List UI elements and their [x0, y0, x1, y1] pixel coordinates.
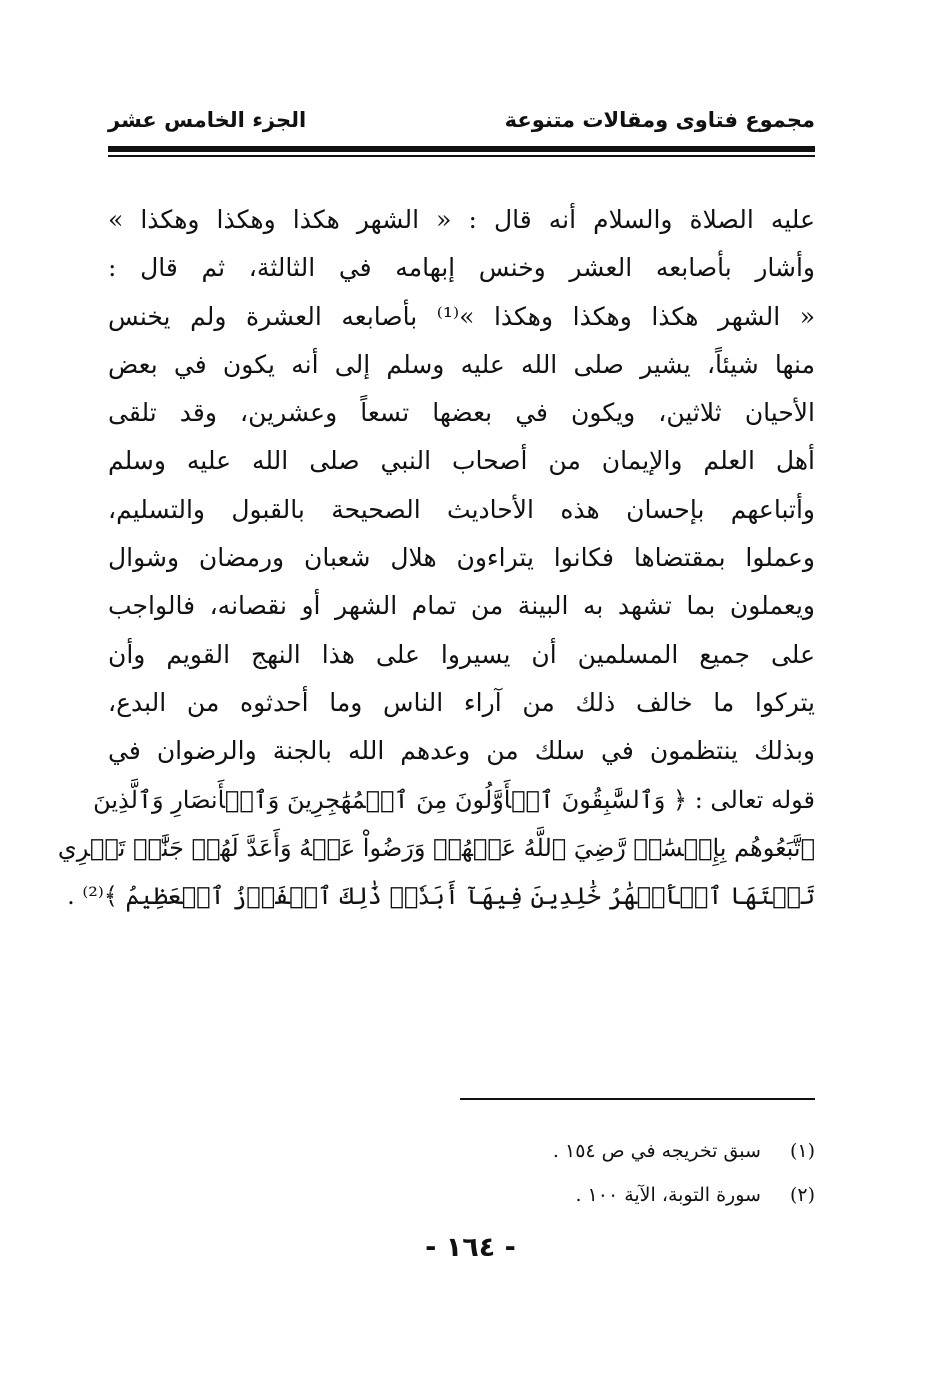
footnote-number: (٢) [789, 1184, 815, 1206]
footnote-text: سبق تخريجه في ص ١٥٤ . [552, 1140, 761, 1162]
text-line: وبذلك ينتظمون في سلك من وعدهم الله بالجنة والرضوان في [108, 736, 815, 766]
quran-verse-line: تَحۡتَهَا ٱلۡأَنۡهَٰرُ خَٰلِدِينَ فِيهَآ أَبَدٗاۚ ذَٰلِكَ ٱلۡفَوۡزُ ٱلۡعَظِيمُ ﴾⁽²⁾ . [67, 882, 815, 911]
text-line: يتركوا ما خالف ذلك من آراء الناس وما أحدثوه من البدع، [108, 687, 815, 717]
footnote-item [300, 1177, 815, 1221]
volume-label: الجزء الخامس عشر [108, 108, 307, 132]
footnote-item [300, 1133, 815, 1177]
text-line: « الشهر هكذا وهكذا وهكذا »⁽¹⁾ بأصابعه العشرة ولم يخنس [108, 301, 815, 331]
footnote-separator [460, 1098, 815, 1100]
text-line: عليه الصلاة والسلام أنه قال : « الشهر هكذا وهكذا وهكذا » [108, 205, 815, 234]
text-line: وأشار بأصابعه العشر وخنس إبهامه في الثالثة، ثم قال : [108, 253, 815, 283]
footnote-number: (١) [789, 1140, 815, 1162]
text-line: منها شيئاً، يشير صلى الله عليه وسلم إلى أنه يكون في بعض [108, 349, 815, 379]
text-line: على جميع المسلمين أن يسيروا على هذا النهج القويم وأن [108, 639, 815, 669]
text-line: وعملوا بمقتضاها فكانوا يتراءون هلال شعبان ورمضان وشوال [108, 543, 815, 573]
main-text [57, 196, 815, 920]
header-rule-thin [108, 155, 815, 157]
book-title: مجموع فتاوى ومقالات متنوعة [504, 108, 815, 132]
header-rule-thick [108, 146, 815, 152]
quran-verse-line: قوله تعالى : ﴿ وَٱلسَّٰبِقُونَ ٱلۡأَوَّلُونَ مِنَ ٱلۡمُهَٰجِرِينَ وَٱلۡأَنصَارِ وَٱلَّذِينَ [93, 785, 815, 814]
text-line: الأحيان ثلاثين، ويكون في بعضها تسعاً وعشرين، وقد تلقى [108, 398, 815, 428]
footnote-text: سورة التوبة، الآية ١٠٠ . [575, 1184, 761, 1206]
text-line: أهل العلم والإيمان من أصحاب النبي صلى الله عليه وسلم [108, 446, 815, 476]
footnotes [300, 1133, 815, 1221]
running-header [108, 108, 815, 142]
text-line: ويعملون بما تشهد به البينة من تمام الشهر أو نقصانه، فالواجب [108, 591, 815, 621]
quran-verse-line: ٱتَّبَعُوهُم بِإِحۡسَٰنٖ رَّضِيَ ٱللَّهُ عَنۡهُمۡ وَرَضُواْ عَنۡهُ وَأَعَدَّ لَهُمۡ جَنَّٰتٖ تَجۡرِي [57, 833, 815, 862]
text-line: وأتباعهم بإحسان هذه الأحاديث الصحيحة بالقبول والتسليم، [108, 494, 815, 524]
page-number: - ١٦٤ - [425, 1232, 516, 1263]
